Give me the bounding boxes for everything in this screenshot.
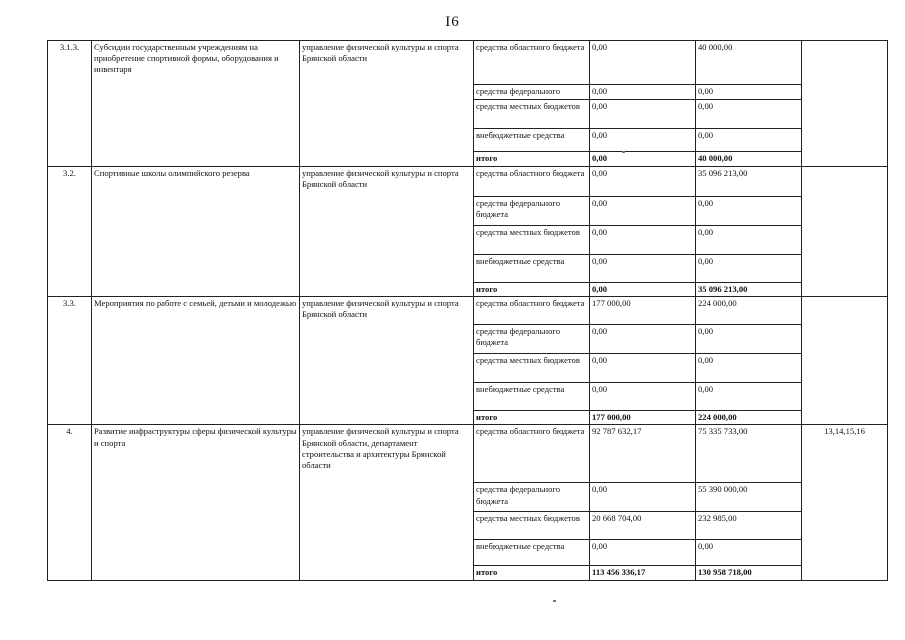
amount-period-1: 0,00 xyxy=(590,41,696,85)
amount-period-2: 224 000,00 xyxy=(696,411,802,425)
funding-source: итого xyxy=(474,283,590,297)
item-number: 3.3. xyxy=(48,297,92,425)
item-executor: управление физической культуры и спорта Брянской области xyxy=(300,167,474,297)
amount-period-1: 20 668 704,00 xyxy=(590,512,696,540)
table-body xyxy=(48,41,888,581)
amount-period-2: 0,00 xyxy=(696,197,802,226)
funding-source: средства федерального xyxy=(474,85,590,100)
target-indicators: 13,14,15,16 xyxy=(802,425,888,580)
amount-period-2: 0,00 xyxy=(696,100,802,129)
amount-period-1: 0,00 xyxy=(590,100,696,129)
amount-period-1: 0,00 xyxy=(590,255,696,283)
funding-source: средства местных бюджетов xyxy=(474,226,590,255)
funding-source: итого xyxy=(474,152,590,167)
funding-source: средства федерального бюджета xyxy=(474,197,590,226)
amount-period-1: 0,00 xyxy=(590,483,696,512)
amount-period-1: 0,00 xyxy=(590,354,696,383)
amount-period-1: 0,00 xyxy=(590,540,696,566)
item-executor: управление физической культуры и спорта Брянской области xyxy=(300,41,474,167)
amount-period-2: 0,00 xyxy=(696,383,802,411)
funding-source: внебюджетные средства xyxy=(474,255,590,283)
funding-source: итого xyxy=(474,566,590,580)
item-name: Развитие инфраструктуры сферы физической культуры и спорта xyxy=(92,425,300,580)
page-number: I6 xyxy=(445,14,460,30)
table-row xyxy=(48,167,888,197)
amount-period-1: 0,00 xyxy=(590,167,696,197)
amount-period-1: 0,00 xyxy=(590,85,696,100)
target-indicators xyxy=(802,297,888,425)
item-number: 4. xyxy=(48,425,92,580)
item-executor: управление физической культуры и спорта Брянской области xyxy=(300,297,474,425)
scan-speck xyxy=(553,600,556,602)
amount-period-1: 92 787 632,17 xyxy=(590,425,696,483)
amount-period-1: 113 456 336,17 xyxy=(590,566,696,580)
item-executor: управление физической культуры и спорта Брянской области, департамент строительства и архитектуры Брянской области xyxy=(300,425,474,580)
amount-period-2: 35 096 213,00 xyxy=(696,167,802,197)
amount-period-1: 0,00 xyxy=(590,283,696,297)
amount-period-2: 0,00 xyxy=(696,325,802,354)
item-number: 3.2. xyxy=(48,167,92,297)
item-number: 3.1.3. xyxy=(48,41,92,167)
amount-period-2: 232 985,00 xyxy=(696,512,802,540)
funding-source: внебюджетные средства xyxy=(474,383,590,411)
amount-period-1: 0,00 xyxy=(590,383,696,411)
amount-period-1: 0,00 xyxy=(590,152,696,167)
program-budget-table xyxy=(47,40,888,581)
amount-period-2: 130 958 718,00 xyxy=(696,566,802,580)
funding-source: средства федерального бюджета xyxy=(474,325,590,354)
table-row xyxy=(48,297,888,325)
target-indicators xyxy=(802,41,888,167)
amount-period-2: 0,00 xyxy=(696,354,802,383)
amount-period-2: 40 000,00 xyxy=(696,152,802,167)
funding-source: средства федерального бюджета xyxy=(474,483,590,512)
amount-period-1: 0,00 xyxy=(590,325,696,354)
amount-period-2: 35 096 213,00 xyxy=(696,283,802,297)
amount-period-2: 0,00 xyxy=(696,255,802,283)
amount-period-2: 0,00 xyxy=(696,85,802,100)
amount-period-2: 40 000,00 xyxy=(696,41,802,85)
amount-period-2: 224 000,00 xyxy=(696,297,802,325)
amount-period-2: 0,00 xyxy=(696,226,802,255)
funding-source: средства областного бюджета xyxy=(474,297,590,325)
amount-period-1: 0,00 xyxy=(590,226,696,255)
amount-period-2: 0,00 xyxy=(696,540,802,566)
amount-period-1: 177 000,00 xyxy=(590,297,696,325)
funding-source: средства местных бюджетов xyxy=(474,100,590,129)
amount-period-2: 55 390 000,00 xyxy=(696,483,802,512)
funding-source: средства местных бюджетов xyxy=(474,512,590,540)
target-indicators xyxy=(802,167,888,297)
amount-period-1: 177 000,00 xyxy=(590,411,696,425)
table-row xyxy=(48,425,888,483)
funding-source: внебюджетные средства xyxy=(474,129,590,152)
amount-period-1: 0,00 xyxy=(590,197,696,226)
item-name: Спортивные школы олимпийского резерва xyxy=(92,167,300,297)
funding-source: средства областного бюджета xyxy=(474,425,590,483)
item-name: Субсидии государственным учреждениям на приобретение спортивной формы, оборудования и инвентаря xyxy=(92,41,300,167)
funding-source: внебюджетные средства xyxy=(474,540,590,566)
funding-source: средства областного бюджета xyxy=(474,41,590,85)
table-row xyxy=(48,41,888,85)
item-name: Мероприятия по работе с семьей, детьми и молодежью xyxy=(92,297,300,425)
funding-source: средства местных бюджетов xyxy=(474,354,590,383)
amount-period-2: 75 335 733,00 xyxy=(696,425,802,483)
amount-period-2: 0,00 xyxy=(696,129,802,152)
funding-source: средства областного бюджета xyxy=(474,167,590,197)
amount-period-1: 0,00 xyxy=(590,129,696,152)
scan-speck xyxy=(622,151,625,153)
funding-source: итого xyxy=(474,411,590,425)
